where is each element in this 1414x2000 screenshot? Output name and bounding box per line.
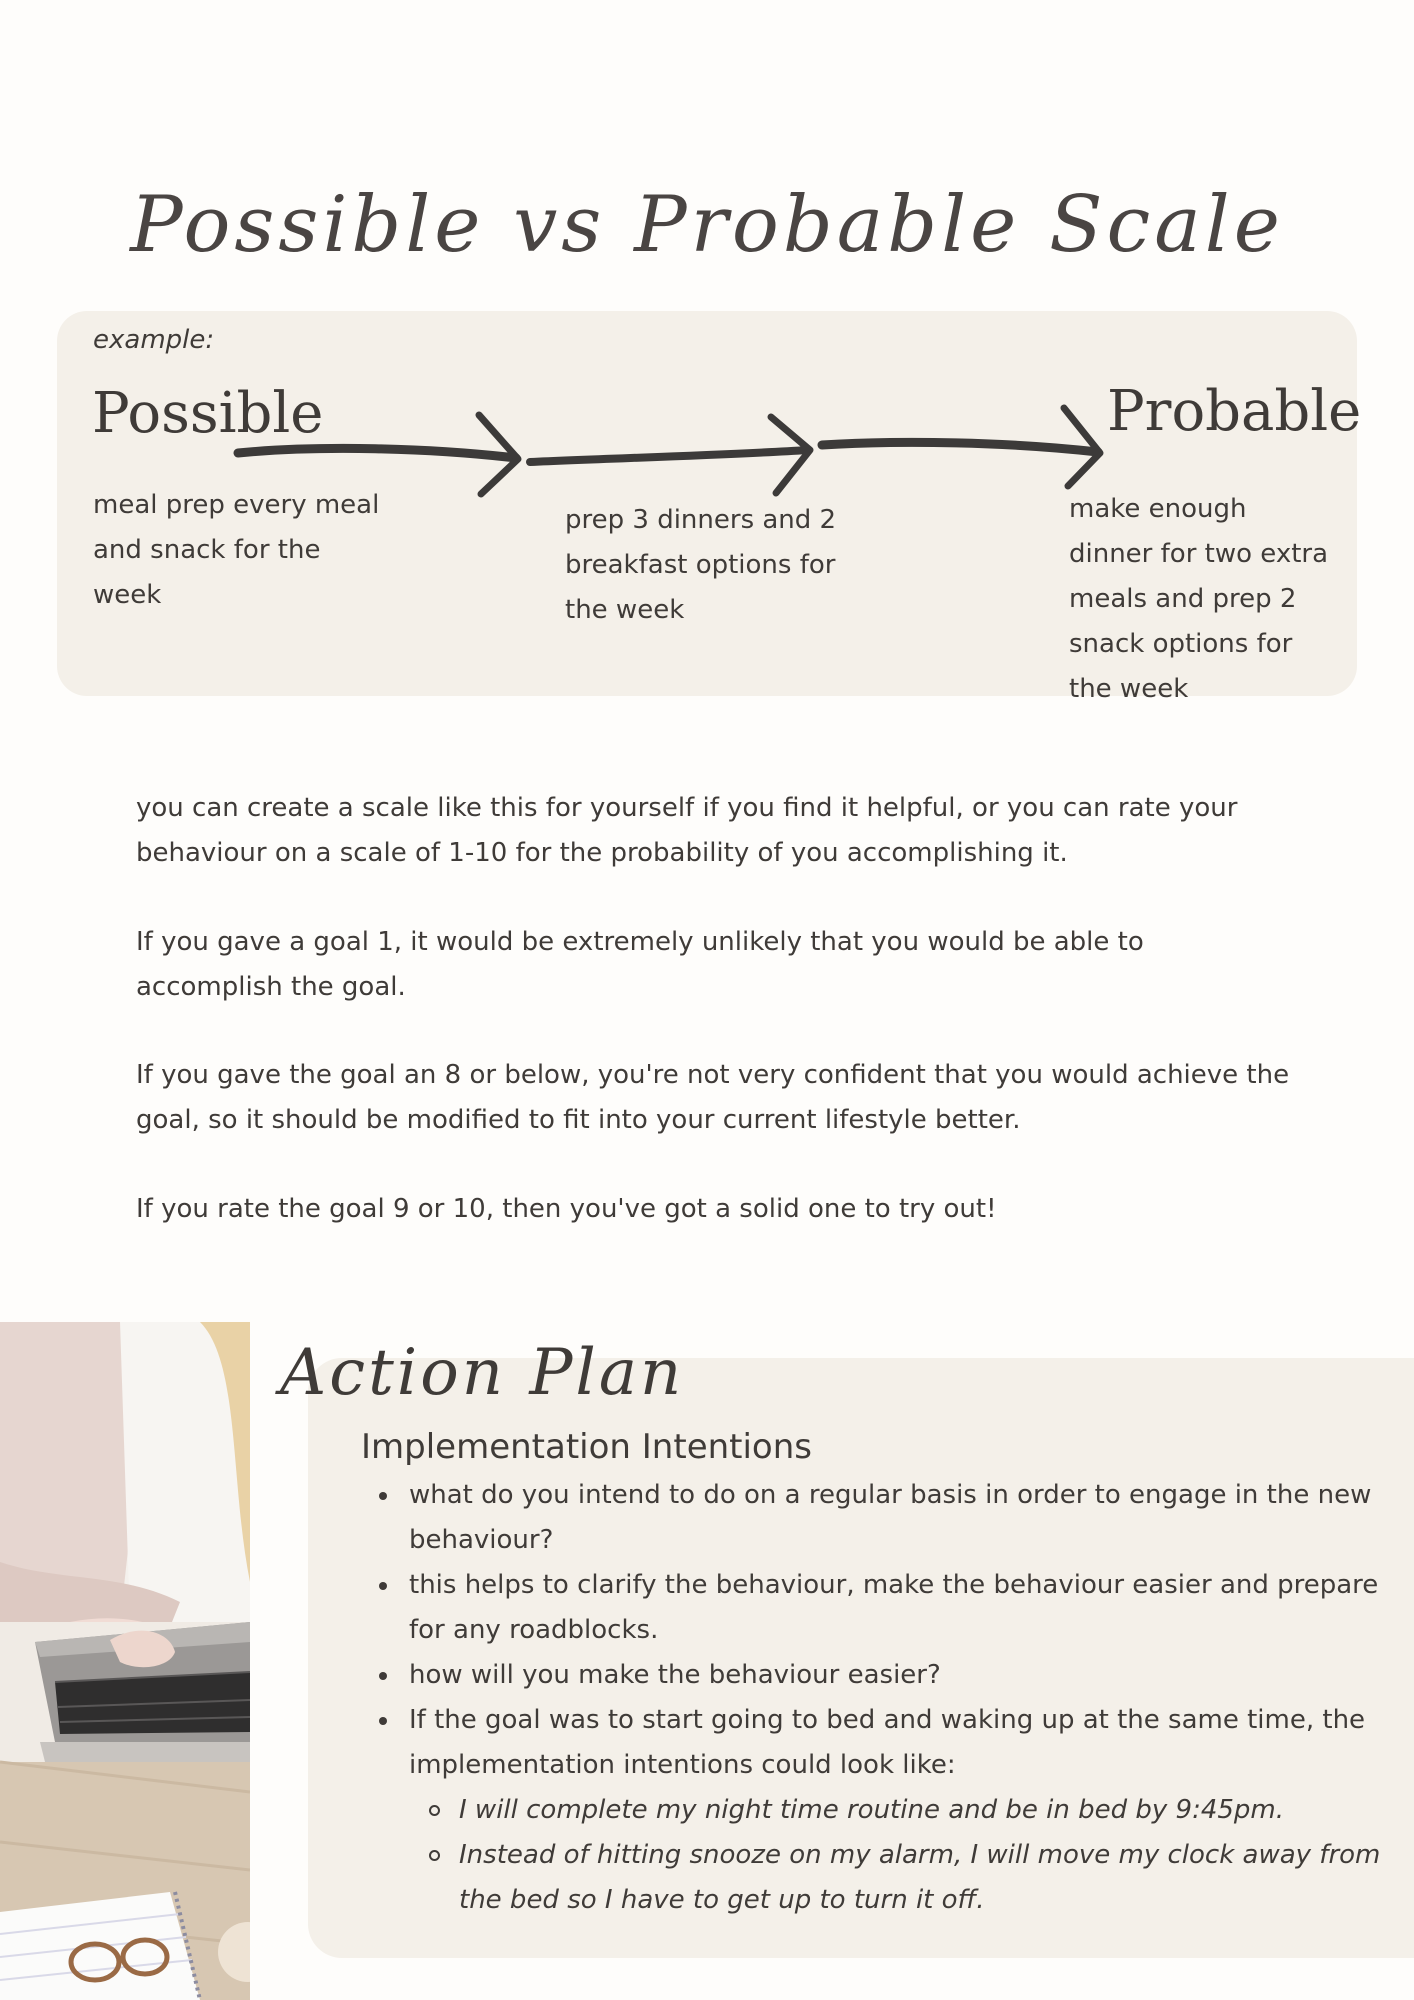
scale-step-middle: prep 3 dinners and 2 breakfast options for the week [565, 505, 837, 625]
possible-label: Possible [92, 381, 324, 446]
list-item: this helps to clarify the behaviour, make the behaviour easier and prepare for any roadblocks. [409, 1563, 1389, 1653]
list-item: what do you intend to do on a regular basis in order to engage in the new behaviour? [409, 1473, 1389, 1563]
example-sublist [409, 1788, 1389, 1923]
body-paragraph: If you rate the goal 9 or 10, then you've got a solid one to try out! [136, 1194, 997, 1224]
implementation-intentions-heading: Implementation Intentions [361, 1427, 812, 1467]
list-item-text: If the goal was to start going to bed and waking up at the same time, the implementation intentions could look like: [409, 1705, 1366, 1780]
list-item-with-sublist [409, 1698, 1389, 1923]
sublist-item: Instead of hitting snooze on my alarm, I will move my clock away from the bed so I have to get up to turn it off. [459, 1833, 1389, 1923]
arrow-1-icon [238, 448, 516, 458]
action-plan-title: Action Plan [280, 1336, 685, 1410]
sublist-item: I will complete my night time routine and be in bed by 9:45pm. [459, 1788, 1389, 1833]
laptop-desk-photo [0, 1322, 250, 2000]
scale-step-possible: meal prep every meal and snack for the week [93, 490, 380, 610]
probable-label: Probable [1107, 379, 1362, 444]
body-paragraph: you can create a scale like this for yourself if you find it helpful, or you can rate your behaviour on a scale of 1-10 for the probability of you accomplishing it. [136, 793, 1238, 868]
arrow-3-icon [822, 442, 1098, 452]
action-plan-list [361, 1473, 1389, 1923]
list-item: how will you make the behaviour easier? [409, 1653, 1389, 1698]
example-label: example: [93, 325, 215, 355]
scale-step-probable: make enough dinner for two extra meals and prep 2 snack options for the week [1069, 494, 1329, 704]
body-paragraph: If you gave a goal 1, it would be extremely unlikely that you would be able to accomplish the goal. [136, 927, 1144, 1002]
body-paragraph: If you gave the goal an 8 or below, you're not very confident that you would achieve the goal, so it should be modified to fit into your current lifestyle better. [136, 1060, 1290, 1135]
arrow-2-icon [530, 450, 808, 462]
page-title: Possible vs Probable Scale [130, 180, 1284, 270]
laptop-photo-icon [0, 1322, 250, 2000]
